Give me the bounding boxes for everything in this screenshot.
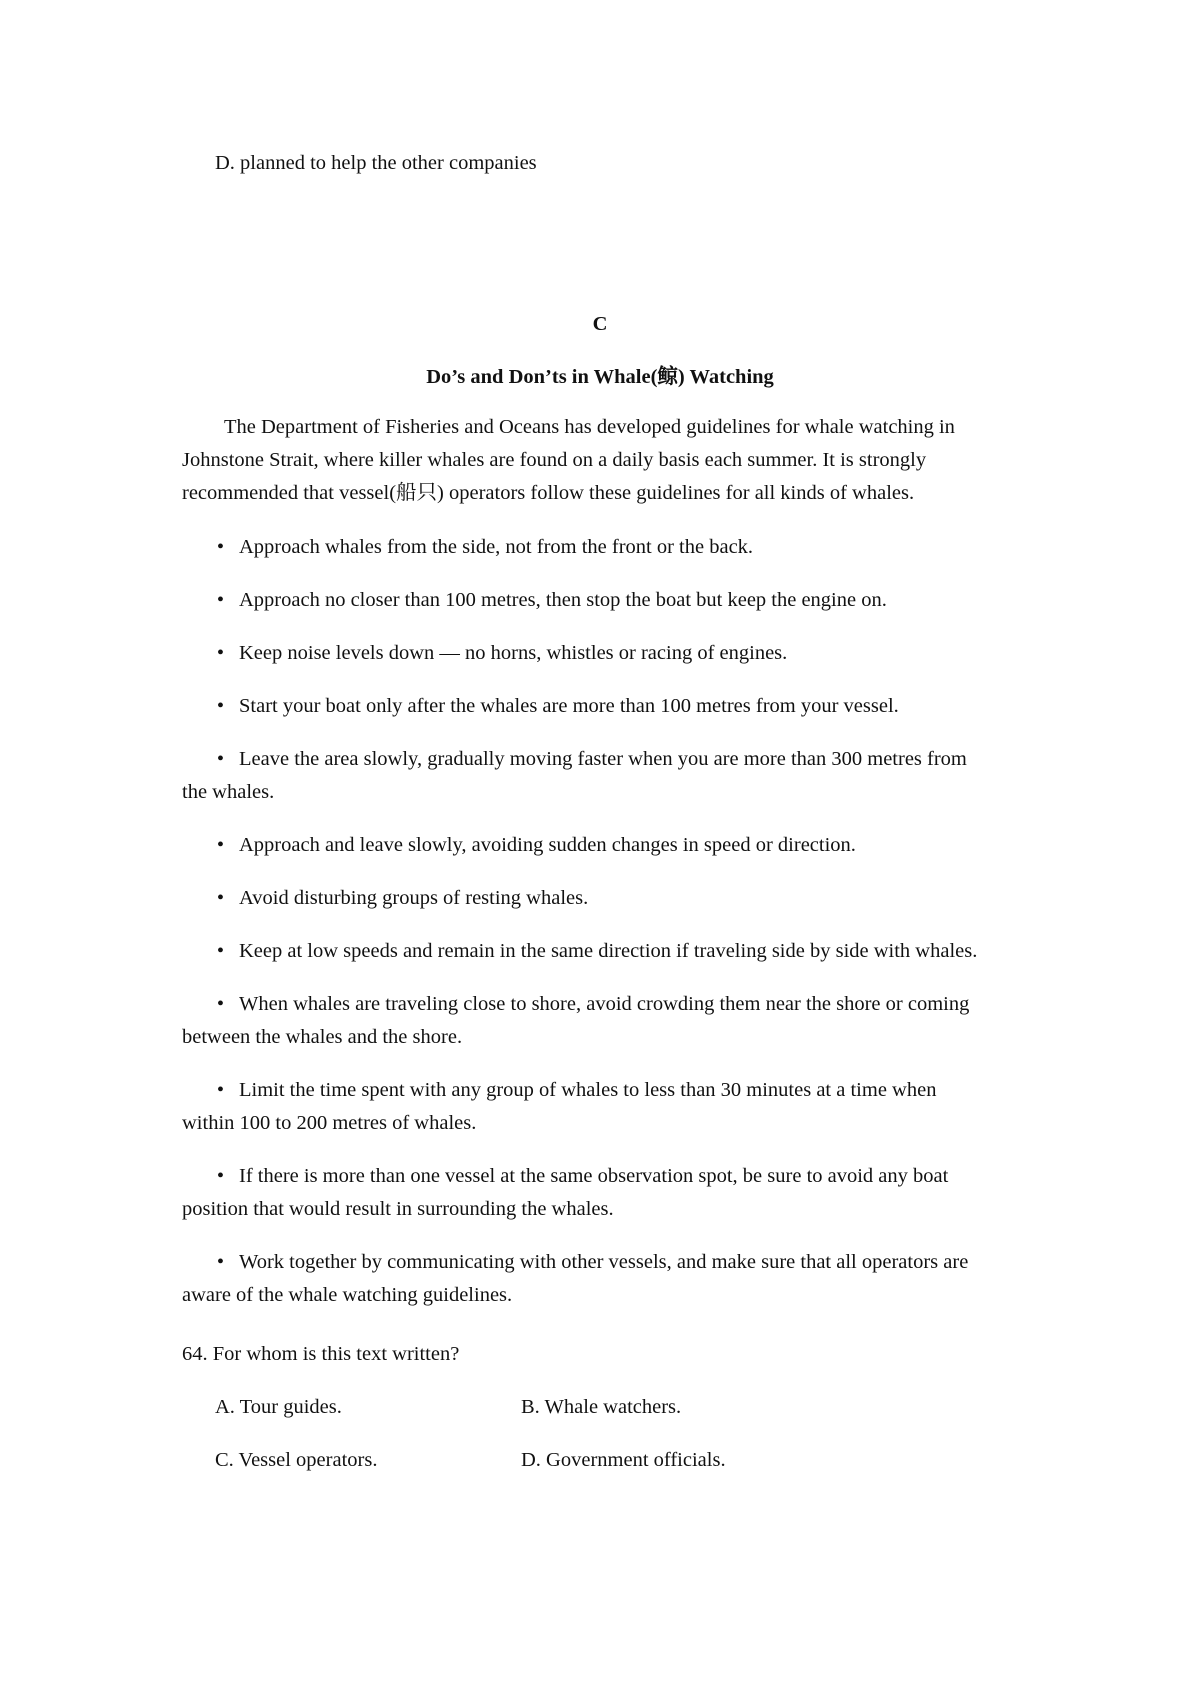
guideline-text: Avoid disturbing groups of resting whales. [239, 887, 589, 909]
intro-paragraph [182, 411, 1032, 510]
guideline-item [182, 1160, 1042, 1226]
option-a[interactable]: A. Tour guides. [215, 1396, 342, 1418]
bullet-icon: • [216, 940, 224, 962]
section-letter: C [592, 313, 608, 335]
guideline-line-2: position that would result in surrounding the whales. [182, 1198, 614, 1220]
guideline-text: Leave the area slowly, gradually moving faster when you are more than 300 metres from [239, 748, 967, 770]
guideline-line-1 [182, 1074, 1042, 1107]
guideline-item [182, 690, 1042, 723]
bullet-icon: • [216, 536, 224, 558]
article-title: Do’s and Don’ts in Whale(鲸) Watching [426, 366, 774, 388]
bullet-icon: • [216, 695, 224, 717]
intro-line-1: The Department of Fisheries and Oceans has developed guidelines for whale watching in [224, 416, 955, 438]
guideline-line-1 [182, 1160, 1042, 1193]
guideline-text: If there is more than one vessel at the same observation spot, be sure to avoid any boat [239, 1165, 949, 1187]
guideline-line-1 [182, 988, 1042, 1021]
guideline-item [182, 988, 1042, 1054]
option-c[interactable]: C. Vessel operators. [215, 1449, 378, 1471]
guideline-item [182, 935, 1042, 968]
guideline-item [182, 584, 1042, 617]
option-d[interactable]: D. Government officials. [521, 1449, 726, 1471]
bullet-icon: • [216, 1251, 224, 1273]
bullet-icon: • [216, 993, 224, 1015]
guideline-text: Keep noise levels down — no horns, whistles or racing of engines. [239, 642, 788, 664]
question-stem: 64. For whom is this text written? [182, 1343, 460, 1365]
bullet-icon: • [216, 834, 224, 856]
guideline-item [182, 1246, 1042, 1312]
guideline-item [182, 637, 1042, 670]
bullet-icon: • [216, 887, 224, 909]
guideline-text: Approach and leave slowly, avoiding sudden changes in speed or direction. [239, 834, 856, 856]
guideline-line-1 [182, 743, 1042, 776]
bullet-icon: • [216, 589, 224, 611]
guideline-item [182, 531, 1042, 564]
guideline-line-2: between the whales and the shore. [182, 1026, 463, 1048]
guideline-line-2: aware of the whale watching guidelines. [182, 1284, 513, 1306]
previous-question-option-d: D. planned to help the other companies [215, 152, 537, 174]
guideline-text: Approach whales from the side, not from the front or the back. [239, 536, 754, 558]
guideline-text: When whales are traveling close to shore, avoid crowding them near the shore or coming [239, 993, 970, 1015]
guideline-item [182, 882, 1042, 915]
option-b[interactable]: B. Whale watchers. [521, 1396, 682, 1418]
bullet-icon: • [216, 642, 224, 664]
bullet-icon: • [216, 1079, 224, 1101]
bullet-icon: • [216, 748, 224, 770]
guideline-item [182, 743, 1042, 809]
guideline-line-1 [182, 1246, 1042, 1279]
guideline-text: Limit the time spent with any group of whales to less than 30 minutes at a time when [239, 1079, 937, 1101]
guideline-item [182, 829, 1042, 862]
intro-line-3: recommended that vessel(船只) operators follow these guidelines for all kinds of whales. [182, 482, 915, 504]
guideline-text: Start your boat only after the whales are more than 100 metres from your vessel. [239, 695, 899, 717]
guideline-line-2: the whales. [182, 781, 275, 803]
intro-line-2: Johnstone Strait, where killer whales are found on a daily basis each summer. It is strongly [182, 449, 927, 471]
bullet-icon: • [216, 1165, 224, 1187]
guideline-item [182, 1074, 1042, 1140]
guideline-text: Keep at low speeds and remain in the same direction if traveling side by side with whales. [239, 940, 978, 962]
guideline-text: Approach no closer than 100 metres, then stop the boat but keep the engine on. [239, 589, 887, 611]
guideline-line-2: within 100 to 200 metres of whales. [182, 1112, 477, 1134]
guideline-text: Work together by communicating with other vessels, and make sure that all operators are [239, 1251, 969, 1273]
